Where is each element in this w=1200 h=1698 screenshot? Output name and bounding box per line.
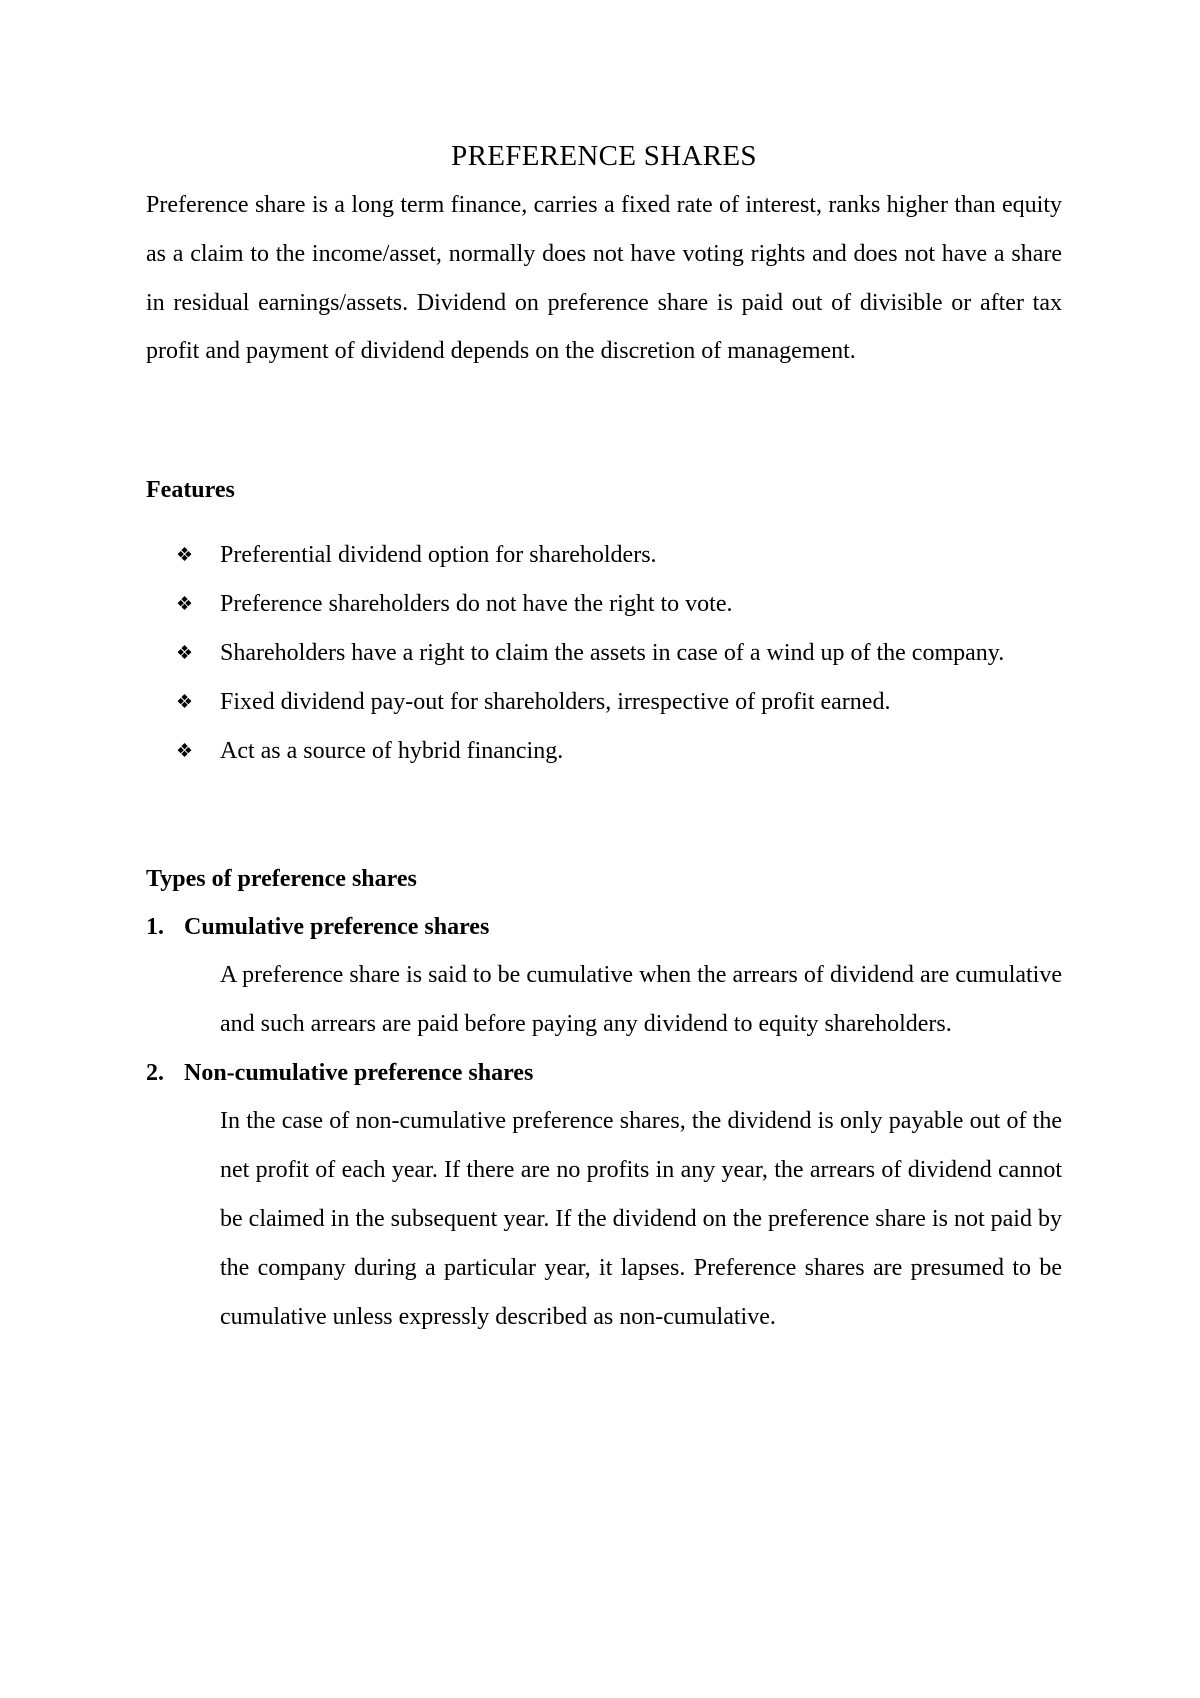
document-page (146, 140, 1062, 1342)
list-item (146, 629, 1062, 678)
type-description: In the case of non-cumulative preference shares, the dividend is only payable out of the net profit of each year. If there are no profits in any year, the arrears of dividend cannot be claimed in the subsequent year. If the dividend on the preference share is not paid by the company during a particular year, it lapses. Preference shares are presumed to be cumulative unless expressly described as non-cumulative. (220, 1108, 1062, 1331)
type-heading (146, 1049, 1062, 1097)
diamond-cross-icon: ❖ (176, 643, 194, 665)
list-item-text: Fixed dividend pay-out for shareholders, irrespective of profit earned. (220, 689, 891, 716)
types-heading: Types of preference shares (146, 866, 417, 893)
diamond-cross-icon: ❖ (176, 741, 194, 763)
diamond-cross-icon: ❖ (176, 692, 194, 714)
type-item-non-cumulative (146, 1049, 1062, 1342)
page-title: PREFERENCE SHARES (451, 140, 757, 172)
list-item (146, 727, 1062, 776)
type-description: A preference share is said to be cumulative when the arrears of dividend are cumulative and such arrears are paid before paying any dividend to equity shareholders. (220, 962, 1062, 1038)
list-item-text: Shareholders have a right to claim the assets in case of a wind up of the company. (220, 640, 1005, 667)
list-item (146, 678, 1062, 727)
type-item-cumulative (146, 903, 1062, 1049)
type-heading (146, 903, 1062, 951)
list-item (146, 580, 1062, 629)
type-number: 1. (146, 914, 164, 941)
type-title: Non-cumulative preference shares (184, 1060, 534, 1087)
diamond-cross-icon: ❖ (176, 545, 194, 567)
type-number: 2. (146, 1060, 164, 1087)
list-item-text: Preference shareholders do not have the right to vote. (220, 591, 733, 618)
features-list (146, 531, 1062, 776)
list-item-text: Preferential dividend option for shareholders. (220, 542, 657, 569)
list-item (146, 531, 1062, 580)
intro-paragraph: Preference share is a long term finance, carries a fixed rate of interest, ranks higher than equity as a claim to the income/asset, normally does not have voting rights and does not have a share in residual earnings/assets. Dividend on preference share is paid out of divisible or after tax profit and payment of dividend depends on the discretion of management. (146, 192, 1062, 365)
features-heading: Features (146, 477, 235, 504)
type-title: Cumulative preference shares (184, 914, 490, 941)
list-item-text: Act as a source of hybrid financing. (220, 738, 564, 765)
diamond-cross-icon: ❖ (176, 594, 194, 616)
